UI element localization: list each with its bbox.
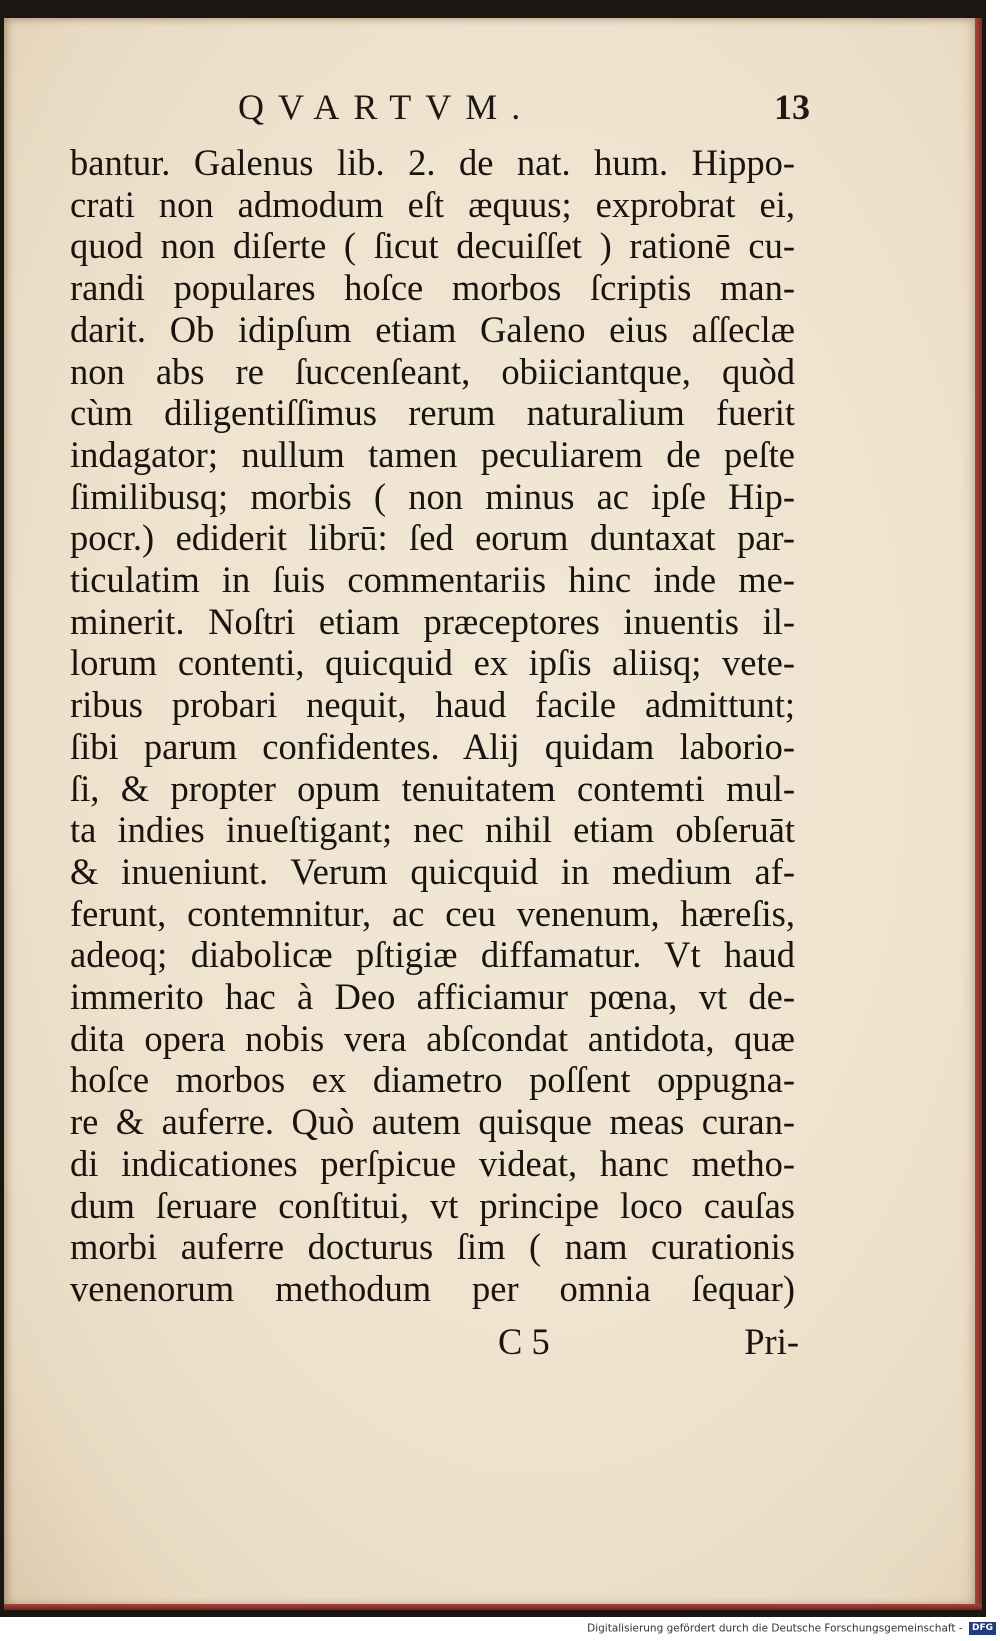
text-line: ferunt, contemnitur, ac ceu venenum, hæreſis, [70,892,795,934]
text-line: ticulatim in ſuis commentariis hinc inde me- [70,559,795,601]
running-title: QVARTVM. [238,87,535,127]
text-line: ſimilibusq; morbis ( non minus ac ipſe Hip- [70,475,795,517]
text-line: non abs re ſuccenſeant, obiiciantque, quòd [70,350,795,392]
text-line: dita opera nobis vera abſcondat antidota, quæ [70,1017,795,1059]
text-line: & inueniunt. Verum quicquid in medium af- [70,850,795,892]
text-line: indagator; nullum tamen peculiarem de peſte [70,433,795,475]
text-line: morbi auferre docturus ſim ( nam curationis [70,1226,795,1268]
text-line: dum ſeruare conſtitui, vt principe loco cauſas [70,1184,795,1226]
text-line: pocr.) ediderit librū: ſed eorum duntaxat par- [70,517,795,559]
text-line: ribus probari nequit, haud facile admittunt; [70,684,795,726]
text-line: quod non diſerte ( ſicut decuiſſet ) rationē cu- [70,225,795,267]
text-line: di indicationes perſpicue videat, hanc metho- [70,1142,795,1184]
text-line: lorum contenti, quicquid ex ipſis aliisq; vete- [70,642,795,684]
text-line: hoſce morbos ex diametro poſſent oppugna- [70,1059,795,1101]
page-edge-right [975,18,982,1608]
dfg-logo: DFG [969,1622,996,1635]
credit-text: Digitalisierung gefördert durch die Deutsche Forschungsgemeinschaft - [587,1622,963,1635]
text-line: ſibi parum confidentes. Alij quidam laborio- [70,725,795,767]
digitization-credit [560,1622,996,1638]
signature-mark: C 5 [498,1321,550,1362]
page-header [70,86,810,136]
text-line: darit. Ob idipſum etiam Galeno eius aſſeclæ [70,308,795,350]
catchword: Pri- [744,1321,799,1362]
body-text [70,142,795,1310]
page-edge-bottom [4,1604,982,1610]
text-line: bantur. Galenus lib. 2. de nat. hum. Hippo- [70,142,795,183]
text-line: venenorum methodum per omnia ſequar) [70,1267,795,1309]
text-line: minerit. Noſtri etiam præceptores inuentis il- [70,600,795,642]
text-line: ta indies inueſtigant; nec nihil etiam obſeruāt [70,809,795,851]
text-line: crati non admodum eſt æquus; exprobrat ei, [70,183,795,225]
text-line: randi populares hoſce morbos ſcriptis man- [70,267,795,309]
text-line: cùm diligentiſſimus rerum naturalium fuerit [70,392,795,434]
page-number: 13 [774,87,810,127]
text-line: immerito hac à Deo afficiamur pœna, vt de- [70,976,795,1018]
signature-line [70,1320,799,1364]
text-line: re & auferre. Quò autem quisque meas curan- [70,1101,795,1143]
text-line: ſi, & propter opum tenuitatem contemti mul- [70,767,795,809]
text-line: adeoq; diabolicæ pſtigiæ diffamatur. Vt haud [70,934,795,976]
